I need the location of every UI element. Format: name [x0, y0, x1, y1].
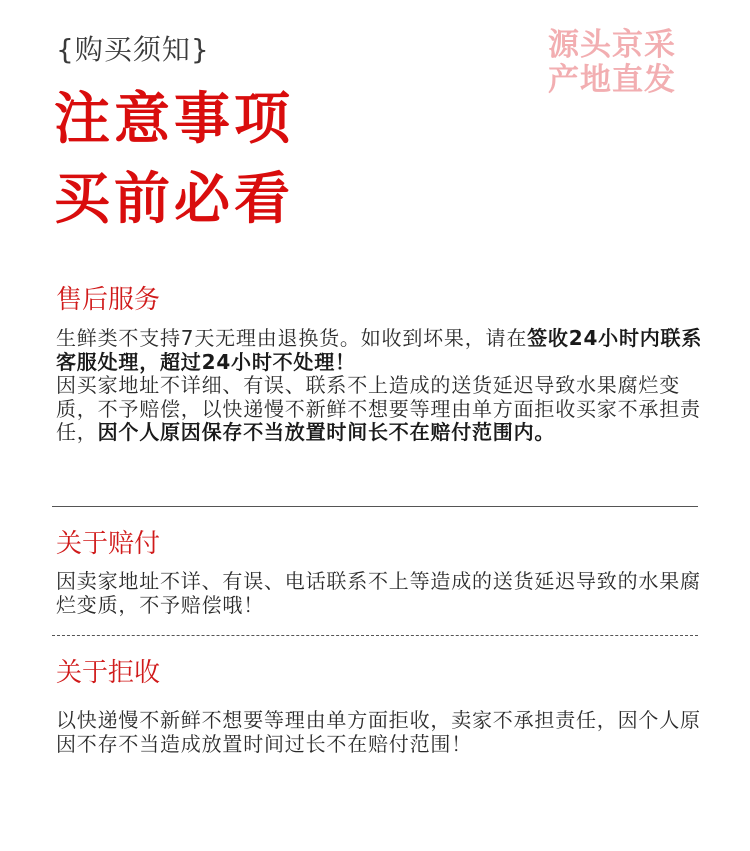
section-divider-solid — [52, 506, 698, 507]
rejection-title: 关于拒收 — [56, 658, 161, 688]
origin-stamp — [548, 28, 676, 98]
compensation-text: 因卖家地址不详、有误、电话联系不上等造成的送货延迟导致的水果腐烂变质，不予赔偿哦！ — [56, 569, 701, 617]
notice-tag: {购买须知} — [56, 33, 210, 66]
stamp-line-2: 产地直发 — [548, 62, 676, 98]
headline-line-1: 注意事项 — [54, 87, 294, 152]
after-sales-p1-normal: 生鲜类不支持7天无理由退换货。如收到坏果，请在 — [56, 326, 528, 350]
after-sales-p1-bold: 签收24小时内联系客服处理，超过24小时不处理！ — [56, 326, 703, 374]
stamp-line-1: 源头京采 — [548, 27, 676, 63]
compensation-title: 关于赔付 — [56, 529, 161, 559]
after-sales-title: 售后服务 — [56, 285, 161, 315]
after-sales-p2-normal: 因买家地址不详细、有误、联系不上造成的送货延迟导致水果腐烂变质，不予赔偿，以快递慢不新鲜不想要等理由单方面拒收买家不承担责任， — [56, 373, 701, 444]
headline-line-2: 买前必看 — [54, 167, 294, 232]
after-sales-text — [56, 327, 704, 445]
after-sales-p2-bold: 因个人原因保存不当放置时间长不在赔付范围内。 — [97, 420, 556, 444]
section-divider-dashed — [52, 635, 698, 636]
rejection-text: 以快递慢不新鲜不想要等理由单方面拒收，卖家不承担责任，因个人原因不存不当造成放置时间过长不在赔付范围！ — [56, 708, 701, 756]
